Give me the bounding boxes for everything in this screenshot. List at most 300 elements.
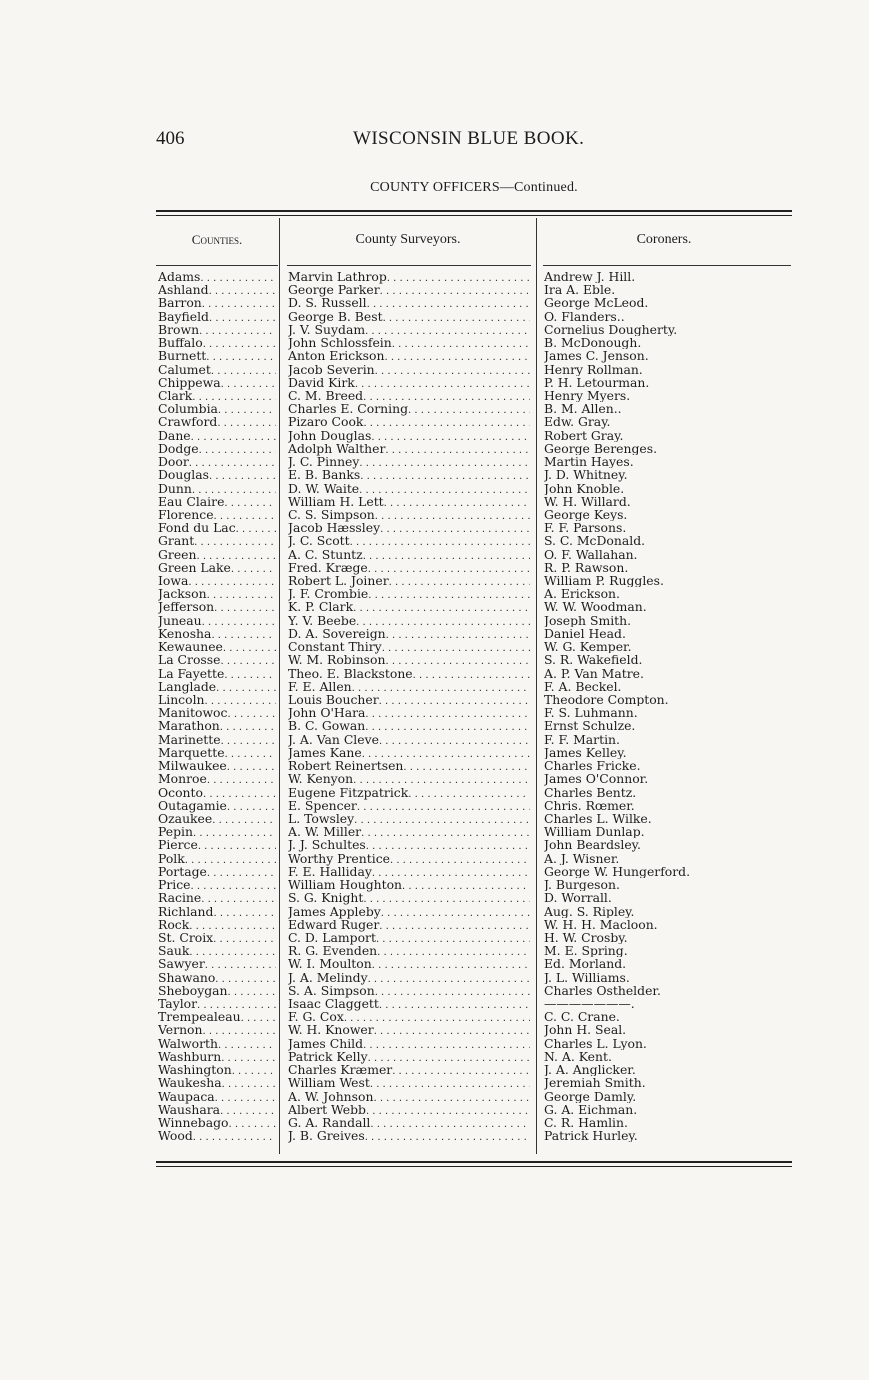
coroner-name: Martin Hayes. xyxy=(544,455,634,469)
table-row xyxy=(156,984,792,997)
coroner-name-cell xyxy=(544,296,794,309)
surveyor-name: Fred. Kræge xyxy=(288,560,368,575)
surveyor-name: Robert L. Joiner xyxy=(288,574,389,589)
county-name: Fond du Lac xyxy=(158,521,236,536)
county-name: Calumet xyxy=(158,362,211,377)
surveyor-name: Jacob Severin xyxy=(288,362,375,377)
surveyor-name: Louis Boucher xyxy=(288,693,379,707)
coroner-name-cell xyxy=(544,786,794,799)
coroner-name-cell xyxy=(544,429,794,442)
table-row xyxy=(156,627,792,640)
county-name: Door xyxy=(158,455,189,470)
surveyor-name: B. C. Gowan xyxy=(288,719,366,734)
county-name: Walworth xyxy=(158,1036,218,1051)
table-row xyxy=(156,521,792,534)
table-row xyxy=(156,1023,792,1036)
table-row xyxy=(156,878,792,891)
surveyor-name: L. Towsley xyxy=(288,811,355,826)
coroner-name: M. E. Spring. xyxy=(544,944,628,958)
coroner-name-cell xyxy=(544,349,794,362)
coroner-name: John Knoble. xyxy=(544,481,625,495)
county-name: Sawyer xyxy=(158,957,205,972)
table-row xyxy=(156,548,792,561)
surveyor-name: S. A. Simpson xyxy=(288,983,375,998)
county-name: Washburn xyxy=(158,1049,222,1064)
table-row xyxy=(156,865,792,878)
county-name: Florence xyxy=(158,507,214,522)
table-row xyxy=(156,614,792,627)
table-row xyxy=(156,296,792,309)
coroner-name: George Keys. xyxy=(544,507,628,522)
surveyor-name: A. W. Miller xyxy=(288,825,362,840)
county-name: Lincoln xyxy=(158,693,205,707)
county-name: Dunn xyxy=(158,481,192,496)
coroner-name: Cornelius Dougherty. xyxy=(544,322,678,337)
table-row xyxy=(156,429,792,442)
coroner-name: William Dunlap. xyxy=(544,825,645,839)
table-row xyxy=(156,442,792,455)
surveyor-name: J. A. Van Cleve xyxy=(288,732,379,747)
table-row xyxy=(156,746,792,759)
coroner-name: Patrick Hurley. xyxy=(544,1129,638,1143)
coroner-name: Henry Myers. xyxy=(544,388,631,403)
surveyor-name: Y. V. Beebe xyxy=(288,613,357,628)
coroner-name: James C. Jenson. xyxy=(544,349,649,363)
surveyor-name: C. S. Simpson xyxy=(288,507,375,522)
coroner-name: O. F. Wallahan. xyxy=(544,547,638,561)
county-name: Pepin xyxy=(158,825,193,840)
coroner-name: A. P. Van Matre. xyxy=(544,666,644,680)
coroner-name-cell xyxy=(544,1037,794,1050)
county-name: Outagamie xyxy=(158,798,227,813)
coroner-name-cell xyxy=(544,693,794,706)
coroner-name: H. W. Crosby. xyxy=(544,930,628,945)
coroner-name: George Damly. xyxy=(544,1089,637,1103)
county-name: Chippewa xyxy=(158,375,221,390)
county-name: Taylor xyxy=(158,997,198,1012)
table-row xyxy=(156,812,792,825)
surveyor-name: D. S. Russell xyxy=(288,296,367,311)
table-row xyxy=(156,1090,792,1103)
coroner-name: Daniel Head. xyxy=(544,626,626,641)
coroner-name-cell xyxy=(544,799,794,812)
table-row xyxy=(156,640,792,653)
coroner-name: James Kelley. xyxy=(544,745,627,760)
coroner-name: F. F. Parsons. xyxy=(544,521,627,535)
table-row xyxy=(156,1076,792,1089)
surveyor-name: D. A. Sovereign xyxy=(288,626,386,641)
county-name: Marinette xyxy=(158,732,221,747)
table-row xyxy=(156,733,792,746)
table-row xyxy=(156,1129,792,1142)
county-name: Grant xyxy=(158,534,195,549)
coroner-name: Theodore Compton. xyxy=(544,693,669,707)
surveyor-name: F. E. Halliday xyxy=(288,864,372,879)
coroner-name: A. Erickson. xyxy=(544,587,620,601)
coroner-name: Charles Osthelder. xyxy=(544,983,661,998)
coroner-name: W. W. Woodman. xyxy=(544,600,647,614)
coroner-name-cell xyxy=(544,1076,794,1089)
surveyor-name: Anton Erickson xyxy=(288,349,385,364)
coroner-name: James O'Connor. xyxy=(544,772,649,786)
coroner-name-cell xyxy=(544,283,794,296)
coroner-name: B. M. Allen.. xyxy=(544,402,622,416)
county-name: Dane xyxy=(158,428,191,443)
officer-table-body xyxy=(156,270,792,1142)
surveyor-name: C. D. Lamport xyxy=(288,930,376,945)
coroner-name: Ernst Schulze. xyxy=(544,719,636,733)
county-name: Washington xyxy=(158,1063,232,1078)
surveyor-name: J. C. Pinney xyxy=(288,455,360,470)
county-name: Kewaunee xyxy=(158,640,223,655)
coroner-name: F. A. Beckel. xyxy=(544,679,622,693)
coroner-name: ———————. xyxy=(544,997,635,1011)
county-name: Rock xyxy=(158,917,190,932)
page-header xyxy=(156,128,792,154)
table-row xyxy=(156,310,792,323)
coroner-name-cell xyxy=(544,1090,794,1103)
table-row xyxy=(156,1103,792,1116)
county-name: Marathon xyxy=(158,719,220,734)
coroner-name-cell xyxy=(544,627,794,640)
table-row xyxy=(156,971,792,984)
column-header-surveyors: County Surveyors. xyxy=(355,232,461,247)
table-row xyxy=(156,561,792,574)
surveyor-name: J. C. Scott xyxy=(288,534,350,549)
county-name: Green Lake xyxy=(158,560,231,575)
surveyor-name: E. B. Banks xyxy=(288,468,361,483)
county-name: Adams xyxy=(158,270,201,284)
table-row xyxy=(156,270,792,283)
coroner-name-cell xyxy=(544,1050,794,1063)
coroner-name-cell xyxy=(544,865,794,878)
coroner-name-cell xyxy=(544,984,794,997)
table-row xyxy=(156,1063,792,1076)
surveyor-name: David Kirk xyxy=(288,375,355,390)
county-name: Shawano xyxy=(158,970,216,985)
coroner-name-cell xyxy=(544,561,794,574)
coroner-name-cell xyxy=(544,482,794,495)
coroner-name-cell xyxy=(544,521,794,534)
surveyor-name: R. G. Evenden xyxy=(288,944,378,959)
county-name: Ozaukee xyxy=(158,811,213,826)
header-underline xyxy=(156,265,278,266)
coroner-name-cell xyxy=(544,442,794,455)
coroner-name: William P. Ruggles. xyxy=(544,574,664,588)
coroner-name: B. McDonough. xyxy=(544,336,642,350)
coroner-name-cell xyxy=(544,468,794,481)
coroner-name-cell xyxy=(544,376,794,389)
surveyor-name: S. G. Knight xyxy=(288,891,364,906)
surveyor-name: James Child xyxy=(288,1036,364,1051)
surveyor-name: William West xyxy=(288,1076,370,1091)
surveyor-name: C. M. Breed xyxy=(288,388,364,403)
table-top-rule xyxy=(156,210,792,216)
county-name: Waukesha xyxy=(158,1076,222,1091)
table-row xyxy=(156,1037,792,1050)
coroner-name-cell xyxy=(544,825,794,838)
table-row xyxy=(156,799,792,812)
table-row xyxy=(156,759,792,772)
coroner-name: Charles Bentz. xyxy=(544,785,637,799)
table-row xyxy=(156,693,792,706)
coroner-name: J. A. Anglicker. xyxy=(544,1063,636,1077)
coroner-name-cell xyxy=(544,640,794,653)
county-name: Columbia xyxy=(158,402,218,417)
coroner-name-cell xyxy=(544,733,794,746)
coroner-name: N. A. Kent. xyxy=(544,1049,612,1064)
county-name: Racine xyxy=(158,891,202,906)
surveyor-name: J. J. Schultes xyxy=(288,838,366,853)
table-row xyxy=(156,825,792,838)
table-row xyxy=(156,1010,792,1023)
county-name: Richland xyxy=(158,904,214,919)
coroner-name-cell xyxy=(544,971,794,984)
coroner-name-cell xyxy=(544,600,794,613)
coroner-name: W. G. Kemper. xyxy=(544,640,632,654)
coroner-name-cell xyxy=(544,838,794,851)
surveyor-name: Jacob Hæssley xyxy=(288,521,381,536)
coroner-name: J. Burgeson. xyxy=(544,878,620,892)
county-name: Trempealeau xyxy=(158,1010,241,1025)
surveyor-name: A. W. Johnson xyxy=(288,1089,374,1104)
surveyor-name: Albert Webb xyxy=(288,1102,366,1117)
surveyor-name: J. V. Suydam xyxy=(288,322,366,337)
surveyor-name: Constant Thiry xyxy=(288,640,382,655)
coroner-name-cell xyxy=(544,852,794,865)
coroner-name-cell xyxy=(544,270,794,283)
surveyor-name: James Appleby xyxy=(288,904,381,919)
surveyor-name: Patrick Kelly xyxy=(288,1049,368,1064)
coroner-name-cell xyxy=(544,759,794,772)
table-row xyxy=(156,719,792,732)
surveyor-name: F. G. Cox xyxy=(288,1010,344,1025)
coroner-name-cell xyxy=(544,891,794,904)
county-name: La Fayette xyxy=(158,666,225,681)
county-name: Oconto xyxy=(158,785,203,800)
coroner-name: R. P. Rawson. xyxy=(544,560,629,575)
county-name: Kenosha xyxy=(158,626,212,641)
table-row xyxy=(156,905,792,918)
county-name: Crawford xyxy=(158,415,218,430)
coroner-name: Henry Rollman. xyxy=(544,362,643,376)
surveyor-name: Adolph Walther xyxy=(288,441,386,456)
column-header-counties: Counties. xyxy=(191,232,243,247)
coroner-name-cell xyxy=(544,495,794,508)
coroner-name: O. Flanders.. xyxy=(544,309,625,323)
table-row xyxy=(156,772,792,785)
coroner-name: John Beardsley. xyxy=(544,838,641,852)
surveyor-name: John Schlossfein xyxy=(288,336,392,351)
surveyor-name: J. F. Crombie xyxy=(288,587,369,602)
table-row xyxy=(156,944,792,957)
coroner-name: George McLeod. xyxy=(544,296,649,310)
county-name: Jefferson xyxy=(158,600,215,615)
coroner-name: C. R. Hamlin. xyxy=(544,1116,628,1130)
coroner-name: S. C. McDonald. xyxy=(544,534,646,548)
coroner-name: Aug. S. Ripley. xyxy=(544,904,635,918)
county-name: Vernon xyxy=(158,1023,203,1038)
coroner-name: George Berenges. xyxy=(544,441,658,456)
table-row xyxy=(156,891,792,904)
county-name: Burnett xyxy=(158,349,207,364)
surveyor-name: Marvin Lathrop xyxy=(288,270,387,284)
coroner-name: Charles L. Lyon. xyxy=(544,1036,647,1050)
surveyor-name: A. C. Stuntz xyxy=(288,547,363,562)
coroner-name-cell xyxy=(544,363,794,376)
surveyor-name: W. I. Moulton xyxy=(288,957,372,972)
county-name: Pierce xyxy=(158,838,198,853)
table-row xyxy=(156,363,792,376)
county-name: Polk xyxy=(158,851,185,866)
coroner-name-cell xyxy=(544,574,794,587)
table-row xyxy=(156,495,792,508)
county-name: Milwaukee xyxy=(158,759,227,774)
surveyor-name-cell xyxy=(288,1129,530,1144)
coroner-name: G. A. Eichman. xyxy=(544,1102,638,1116)
coroner-name-cell xyxy=(544,905,794,918)
coroner-name-cell xyxy=(544,402,794,415)
coroner-name-cell xyxy=(544,1063,794,1076)
county-name-cell xyxy=(158,1129,276,1144)
surveyor-name: Worthy Prentice xyxy=(288,851,390,866)
table-row xyxy=(156,1116,792,1129)
column-header-coroners: Coroners. xyxy=(636,232,692,247)
county-name: Buffalo xyxy=(158,336,203,351)
surveyor-name: Edward Ruger xyxy=(288,917,380,932)
dot-leader xyxy=(193,1129,276,1144)
coroner-name-cell xyxy=(544,1116,794,1129)
county-name: Marquette xyxy=(158,745,225,760)
surveyor-name: William Houghton xyxy=(288,878,403,893)
table-row xyxy=(156,931,792,944)
surveyor-name: Pizaro Cook xyxy=(288,415,364,430)
surveyor-name: W. H. Knower xyxy=(288,1023,374,1038)
surveyor-name: William H. Lett xyxy=(288,494,384,509)
county-name: Wood xyxy=(158,1129,193,1144)
surveyor-name: D. W. Waite xyxy=(288,481,360,496)
coroner-name-cell xyxy=(544,772,794,785)
table-row xyxy=(156,415,792,428)
county-name: Ashland xyxy=(158,283,209,298)
surveyor-name: Charles E. Corning xyxy=(288,402,409,417)
table-row xyxy=(156,349,792,362)
county-name: Waushara xyxy=(158,1102,221,1117)
coroner-name: C. C. Crane. xyxy=(544,1010,620,1024)
county-name: Douglas xyxy=(158,468,210,483)
coroner-name-cell xyxy=(544,957,794,970)
coroner-name-cell xyxy=(544,667,794,680)
section-title: COUNTY OFFICERS—Continued. xyxy=(370,180,578,195)
county-name: Waupaca xyxy=(158,1089,215,1104)
table-row xyxy=(156,574,792,587)
coroner-name: George W. Hungerford. xyxy=(544,864,691,879)
table-row xyxy=(156,786,792,799)
table-row xyxy=(156,600,792,613)
coroner-name-cell xyxy=(544,1010,794,1023)
surveyor-name: George B. Best xyxy=(288,309,383,324)
coroner-name-cell xyxy=(544,1129,794,1142)
coroner-name-cell xyxy=(544,310,794,323)
coroner-name-cell xyxy=(544,508,794,521)
surveyor-name: George Parker xyxy=(288,283,380,298)
surveyor-name: W. Kenyon xyxy=(288,772,354,787)
coroner-name-cell xyxy=(544,1103,794,1116)
surveyor-name: John Douglas xyxy=(288,428,372,443)
table-row xyxy=(156,838,792,851)
coroner-name: John H. Seal. xyxy=(544,1023,627,1037)
county-name: Jackson xyxy=(158,587,207,602)
coroner-name-cell xyxy=(544,680,794,693)
county-name: Clark xyxy=(158,388,193,403)
table-row xyxy=(156,283,792,296)
coroner-name: Charles L. Wilke. xyxy=(544,811,652,826)
table-row xyxy=(156,389,792,402)
coroner-name: A. J. Wisner. xyxy=(544,851,620,865)
header-underline xyxy=(287,265,531,266)
county-name: Barron xyxy=(158,296,202,311)
table-row xyxy=(156,336,792,349)
county-name: Bayfield xyxy=(158,309,209,324)
coroner-name-cell xyxy=(544,1023,794,1036)
dot-leader xyxy=(365,1129,530,1144)
surveyor-name: Robert Reinertsen xyxy=(288,759,404,774)
surveyor-name: E. Spencer xyxy=(288,798,357,813)
coroner-name-cell xyxy=(544,587,794,600)
table-row xyxy=(156,534,792,547)
surveyor-name: Charles Kræmer xyxy=(288,1063,393,1078)
coroner-name-cell xyxy=(544,918,794,931)
coroner-name-cell xyxy=(544,719,794,732)
coroner-name-cell xyxy=(544,336,794,349)
header-underline xyxy=(543,265,791,266)
coroner-name-cell xyxy=(544,534,794,547)
surveyor-name: Theo. E. Blackstone xyxy=(288,666,413,681)
page-number: 406 xyxy=(156,128,185,149)
county-name: Manitowoc xyxy=(158,706,228,721)
surveyor-name: W. M. Robinson xyxy=(288,653,386,668)
table-row xyxy=(156,680,792,693)
coroner-name-cell xyxy=(544,997,794,1010)
table-row xyxy=(156,997,792,1010)
table-row xyxy=(156,957,792,970)
table-row xyxy=(156,1050,792,1063)
county-name: Sauk xyxy=(158,944,190,959)
coroner-name-cell xyxy=(544,878,794,891)
county-name: Eau Claire xyxy=(158,494,225,509)
coroner-name: W. H. H. Macloon. xyxy=(544,917,658,931)
county-name: Monroe xyxy=(158,772,207,787)
county-name: St. Croix xyxy=(158,930,214,945)
coroner-name-cell xyxy=(544,389,794,402)
county-name: La Crosse xyxy=(158,653,221,668)
table-row xyxy=(156,852,792,865)
surveyor-name: James Kane xyxy=(288,745,362,760)
coroner-name: Andrew J. Hill. xyxy=(544,270,636,284)
table-row xyxy=(156,508,792,521)
table-row xyxy=(156,482,792,495)
surveyor-name: G. A. Randall xyxy=(288,1116,371,1130)
county-name: Green xyxy=(158,547,197,562)
coroner-name: Joseph Smith. xyxy=(544,613,632,627)
county-name: Dodge xyxy=(158,441,199,456)
coroner-name-cell xyxy=(544,746,794,759)
coroner-name: J. D. Whitney. xyxy=(544,468,628,482)
coroner-name: S. R. Wakefield. xyxy=(544,653,643,667)
county-name: Price xyxy=(158,878,191,893)
coroner-name-cell xyxy=(544,812,794,825)
coroner-name: J. L. Williams. xyxy=(544,970,630,984)
